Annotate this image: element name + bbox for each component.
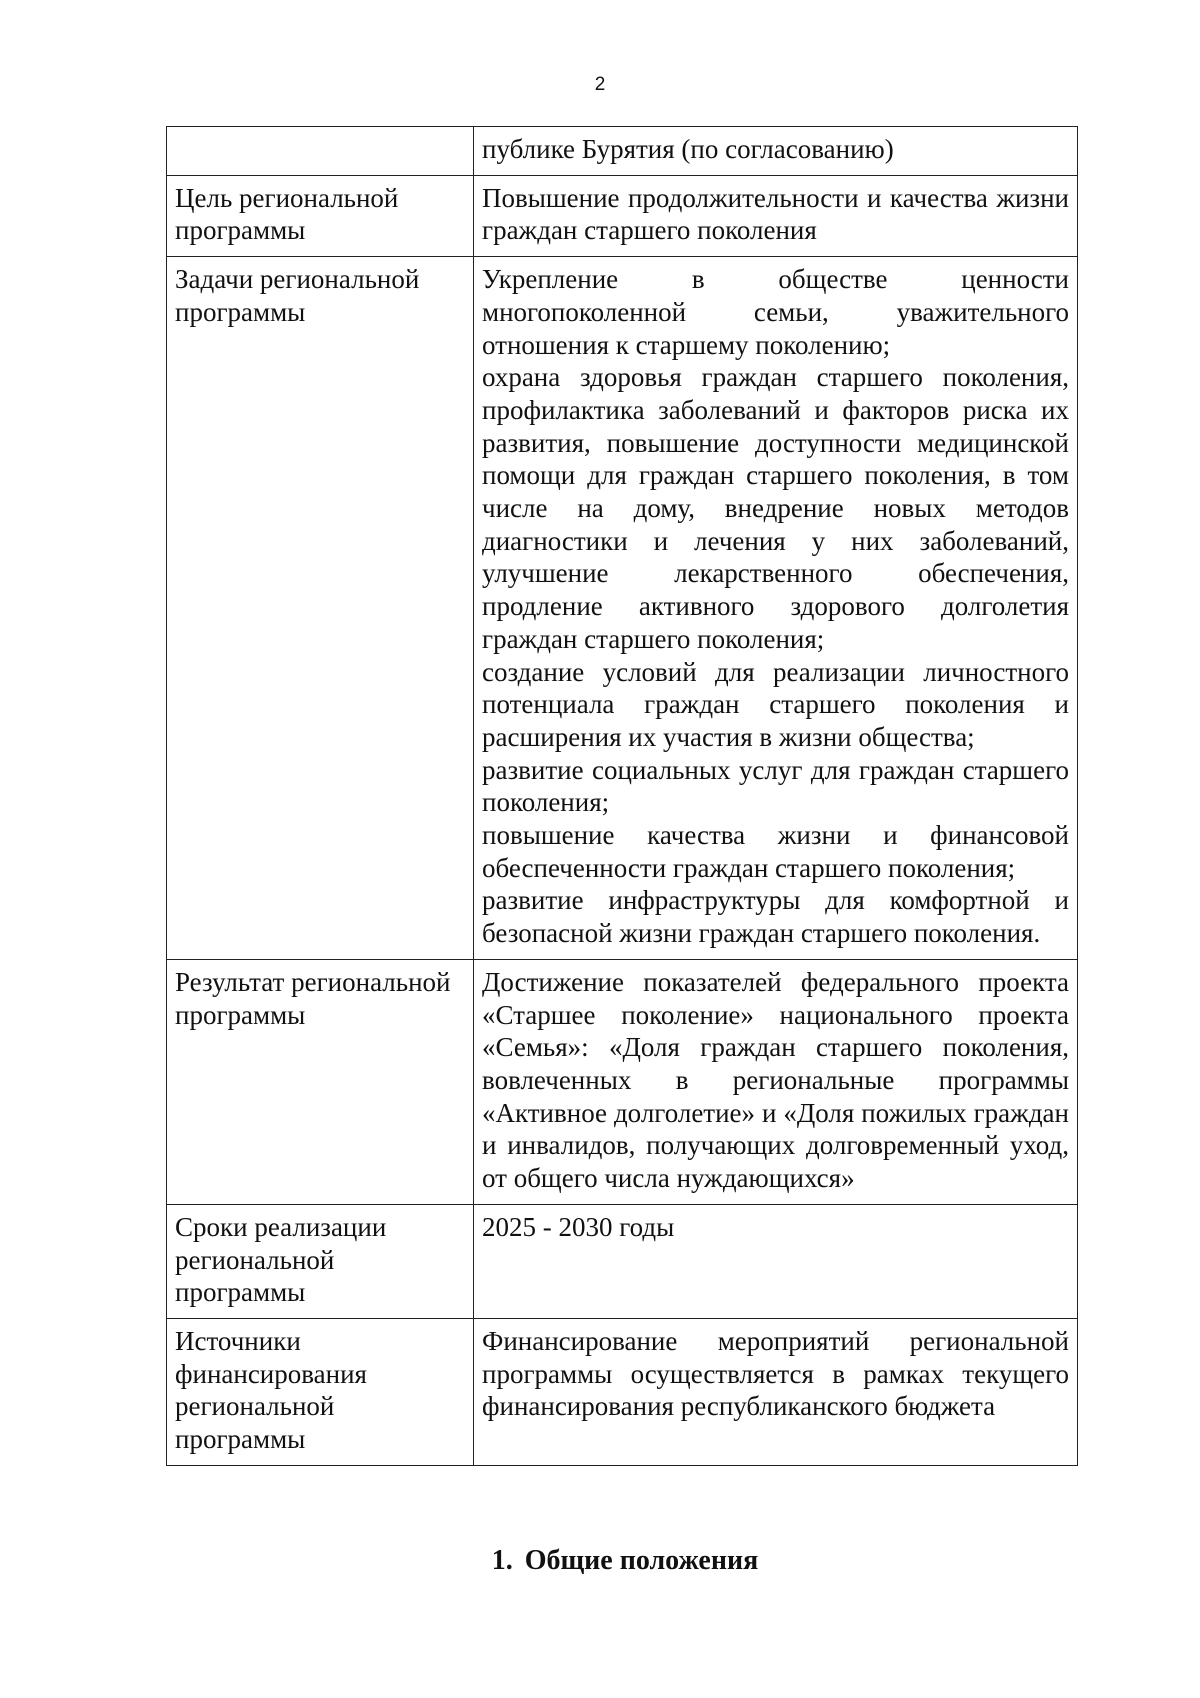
row-label: Цель региональной программы — [167, 175, 474, 256]
value-paragraph: публике Бурятия (по согласованию) — [482, 134, 894, 164]
section-number: 1. — [491, 1545, 513, 1576]
value-paragraph: Укрепление в обществе ценности многопоколенной семьи, уважительного отношения к старшему поколению; — [482, 264, 1069, 360]
table-row — [167, 1318, 1078, 1465]
row-value — [474, 175, 1078, 256]
row-label: Источники финансирования региональной программы — [167, 1318, 474, 1465]
row-value — [474, 127, 1078, 176]
row-label: Сроки реализации региональной программы — [167, 1204, 474, 1318]
value-paragraph: Финансирование мероприятий региональной программы осуществляется в рамках текущего финансирования республиканского бюджета — [482, 1325, 1069, 1422]
row-label: Задачи региональной программы — [167, 257, 474, 960]
page-number: 2 — [594, 74, 606, 95]
program-passport-table — [166, 126, 1078, 1466]
value-paragraph: Достижение показателей федерального проекта «Старшее поколение» национального проекта «Семья»: «Доля граждан старшего поколения, вовлеченных в региональные программы «Активное долголетие» и «Доля пожилых граждан и инвалидов, получающих долговременный уход, от общего числа нуждающихся» — [482, 966, 1069, 1194]
value-paragraph: повышение качества жизни и финансовой обеспеченности граждан старшего поколения; — [482, 820, 1069, 883]
value-paragraph: создание условий для реализации личностного потенциала граждан старшего поколения и расширения их участия в жизни общества; — [482, 656, 1069, 752]
section-title: Общие положения — [524, 1545, 759, 1576]
value-paragraph: развитие инфраструктуры для комфортной и безопасной жизни граждан старшего поколения. — [482, 885, 1069, 949]
row-value — [474, 1204, 1078, 1318]
row-value — [474, 1318, 1078, 1465]
value-paragraph: развитие социальных услуг для граждан старшего поколения; — [482, 754, 1069, 818]
table-row — [167, 175, 1078, 256]
row-label: Результат региональной программы — [167, 959, 474, 1204]
row-value — [474, 257, 1078, 960]
value-paragraph: 2025 - 2030 годы — [482, 1211, 675, 1242]
table-row — [167, 127, 1078, 176]
table-row — [167, 959, 1078, 1204]
value-paragraph: Повышение продолжительности и качества жизни граждан старшего поколения — [482, 182, 1069, 246]
row-label — [167, 127, 474, 176]
table-row — [167, 257, 1078, 960]
table-row — [167, 1204, 1078, 1318]
value-paragraph: охрана здоровья граждан старшего поколения, профилактика заболеваний и факторов риска их развития, повышение доступности медицинской помощи для граждан старшего поколения, в том числе на дому, внедрение новых методов диагностики и лечения у них заболеваний, улучшение лекарственного обеспечения, продление активного здорового долголетия граждан старшего поколения; — [482, 362, 1069, 654]
section-heading — [0, 1544, 1200, 1578]
row-value — [474, 959, 1078, 1204]
